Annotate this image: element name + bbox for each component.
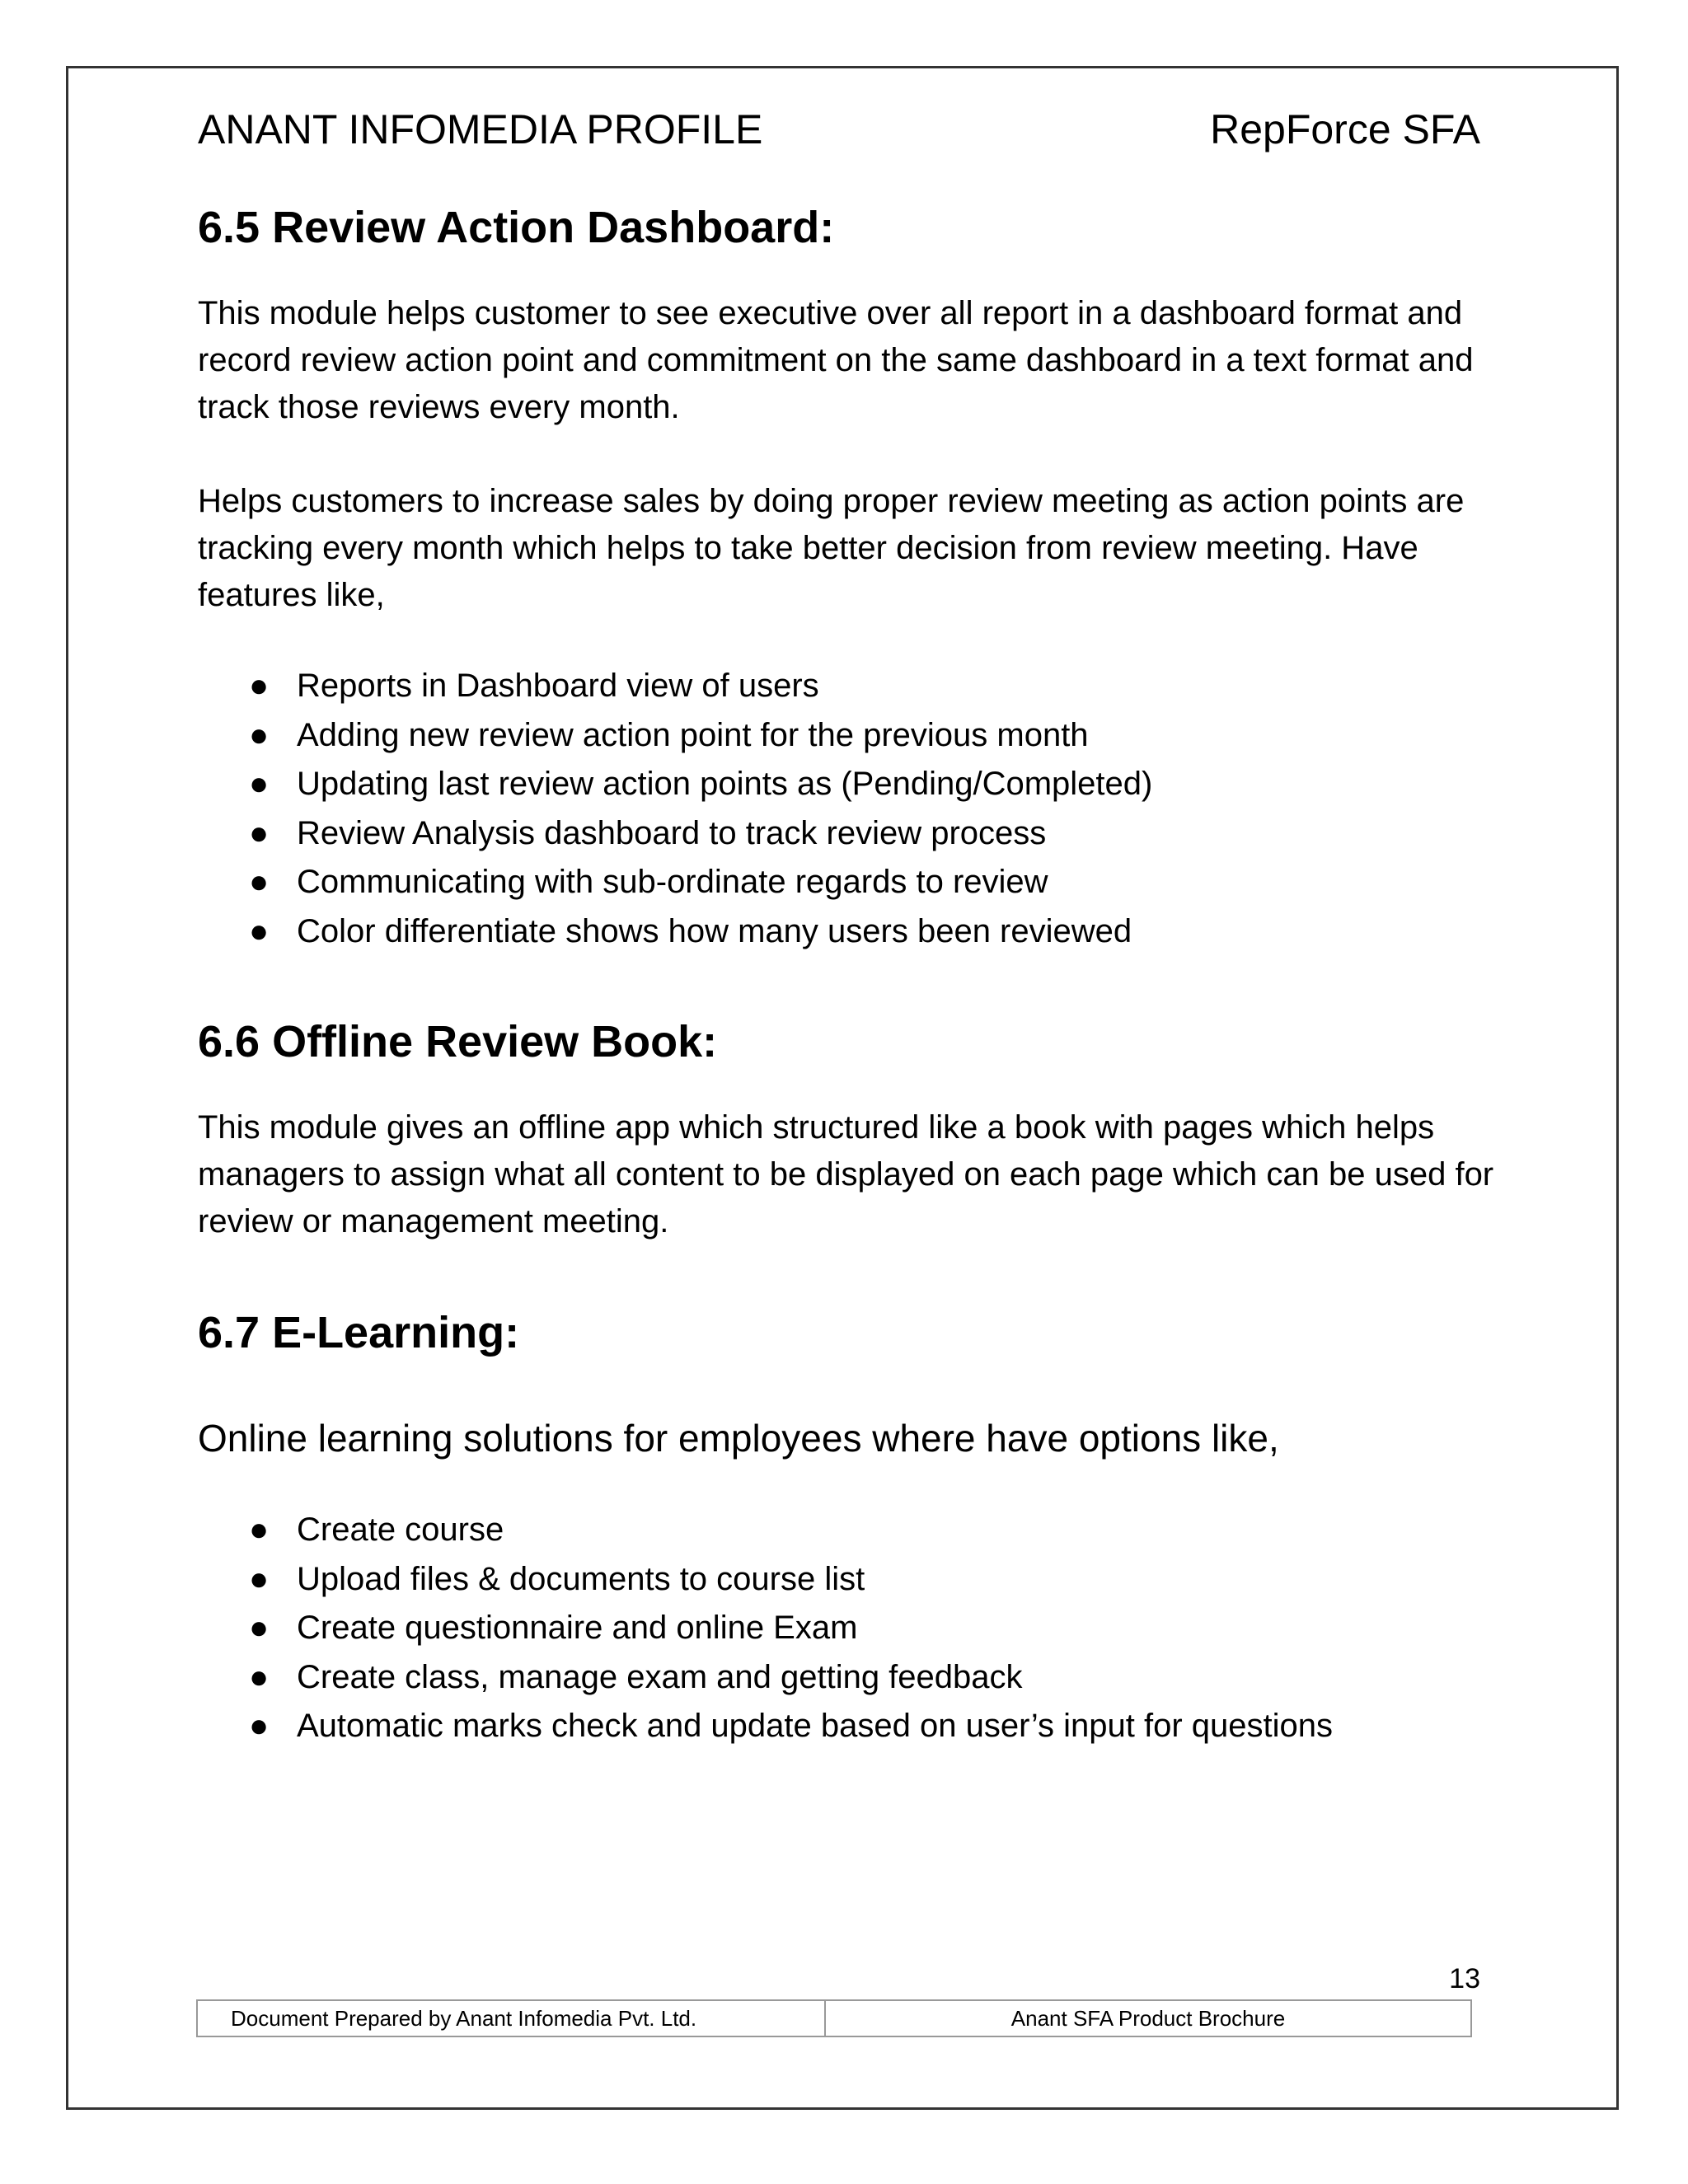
header-company-name: ANANT INFOMEDIA PROFILE [198, 106, 763, 152]
section-intro: Online learning solutions for employees where have options like, [198, 1417, 1279, 1460]
section-paragraph: This module helps customer to see executive over all report in a dashboard format and record review action point and commitment on the same dashboard in a text format and track those reviews every month. [198, 295, 1474, 425]
bullet-icon: ● [249, 766, 270, 802]
list-item-text: Color differentiate shows how many users been reviewed [297, 912, 1132, 949]
list-item-text: Automatic marks check and update based on user’s input for questions [297, 1708, 1334, 1744]
list-item [198, 662, 1500, 711]
section-title-review-action-dashboard: 6.5 Review Action Dashboard: [198, 203, 835, 252]
header-product-name: RepForce SFA [1210, 106, 1480, 152]
bullet-icon: ● [249, 1658, 270, 1695]
bullet-icon: ● [249, 814, 270, 851]
list-item [198, 907, 1500, 957]
list-item [198, 1506, 1500, 1555]
list-item [198, 711, 1500, 761]
bullet-icon: ● [249, 912, 270, 949]
list-item [198, 809, 1500, 859]
footer-brochure-title: Anant SFA Product Brochure [1010, 2005, 1286, 2031]
section-paragraph: This module gives an offline app which structured like a book with pages which helps managers to assign what all content to be displayed on each page which can be used for review or management meeting. [198, 1109, 1494, 1240]
list-item-text: Communicating with sub-ordinate regards to review [297, 864, 1048, 900]
bullet-icon: ● [249, 1511, 270, 1548]
page-content [198, 198, 1500, 1751]
list-item [198, 1702, 1500, 1751]
list-item-text: Adding new review action point for the previous month [297, 716, 1089, 753]
bullet-icon: ● [249, 864, 270, 900]
bullet-icon: ● [249, 1610, 270, 1646]
list-item [198, 858, 1500, 907]
page-header [198, 105, 1480, 158]
list-item-text: Review Analysis dashboard to track review process [297, 814, 1047, 851]
feature-list-e-learning [198, 1506, 1500, 1751]
footer-prepared-by: Document Prepared by Anant Infomedia Pvt. Ltd. [198, 2001, 826, 2036]
page-footer [196, 1999, 1472, 2037]
bullet-icon: ● [249, 1708, 270, 1744]
page-number: 13 [1449, 1963, 1480, 1994]
list-item-text: Updating last review action points as (Pending/Completed) [297, 766, 1153, 802]
bullet-icon: ● [249, 668, 270, 704]
list-item-text: Create class, manage exam and getting feedback [297, 1658, 1023, 1695]
list-item-text: Reports in Dashboard view of users [297, 668, 819, 704]
list-item [198, 1555, 1500, 1605]
feature-list-review-dashboard [198, 662, 1500, 956]
list-item [198, 760, 1500, 809]
list-item [198, 1653, 1500, 1703]
bullet-icon: ● [249, 716, 270, 753]
section-title-offline-review-book: 6.6 Offline Review Book: [198, 1017, 718, 1066]
section-title-e-learning: 6.7 E-Learning: [198, 1308, 520, 1357]
list-item-text: Create questionnaire and online Exam [297, 1610, 858, 1646]
section-paragraph: Helps customers to increase sales by doing proper review meeting as action points are tracking every month which helps to take better decision from review meeting. Have features like, [198, 483, 1465, 613]
bullet-icon: ● [249, 1560, 270, 1597]
list-item-text: Create course [297, 1511, 504, 1548]
list-item [198, 1604, 1500, 1653]
list-item-text: Upload files & documents to course list [297, 1560, 865, 1597]
